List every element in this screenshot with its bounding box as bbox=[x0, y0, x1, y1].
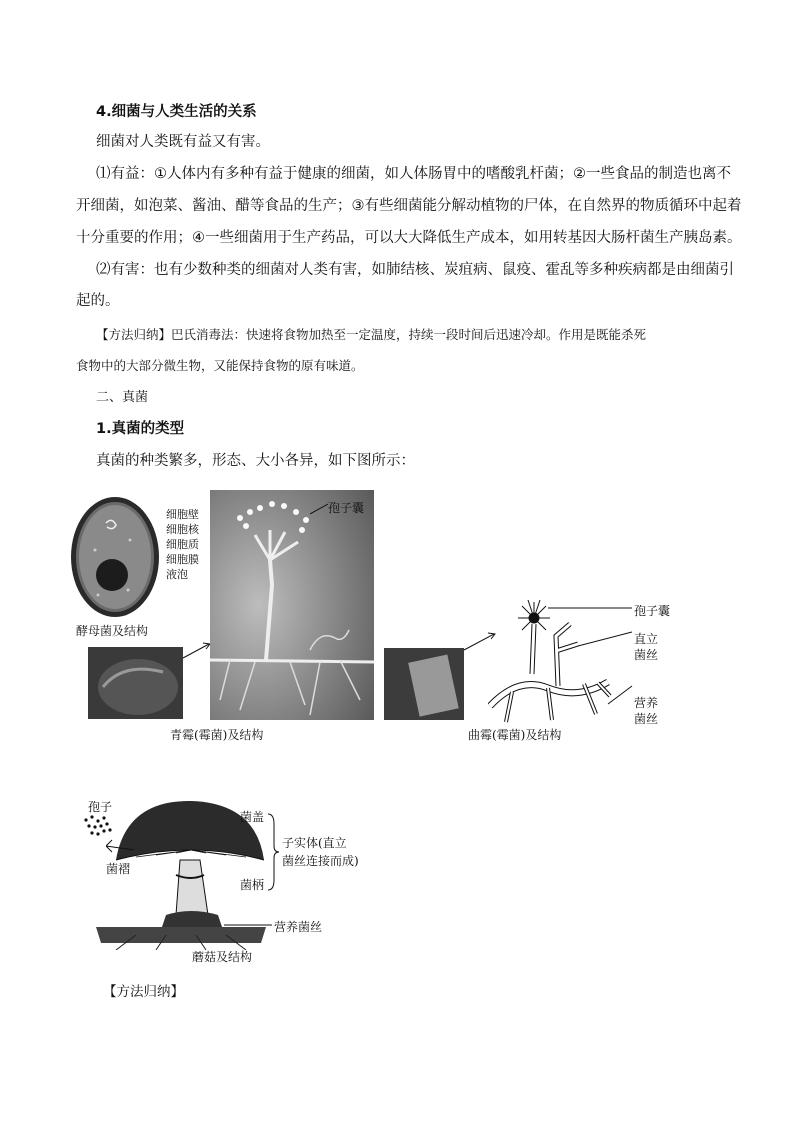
method-note-line1: 【方法归纳】巴氏消毒法：快速将食物加热至一定温度，持续一段时间后迅速冷却。作用是既能杀死 bbox=[96, 327, 647, 342]
penicillium-spore-label: 孢子囊 bbox=[328, 501, 365, 515]
mushroom-caption: 蘑菇及结构 bbox=[192, 950, 253, 964]
paragraph-benefit-line3: 十分重要的作用；④一些细菌用于生产药品，可以大大降低生产成本，如用转基因大肠杆菌生产胰岛素。 bbox=[76, 230, 742, 246]
section-title-fungi: 二、真菌 bbox=[96, 390, 149, 405]
penicillium-pointer-line bbox=[310, 500, 330, 516]
mushroom-label-cap: 菌盖 bbox=[240, 810, 265, 824]
yeast-figure bbox=[70, 495, 170, 620]
aspergillus-pointer-lines bbox=[548, 604, 636, 714]
mushroom-brace bbox=[266, 812, 280, 892]
method-note-line2: 食物中的大部分微生物，又能保持食物的原有味道。 bbox=[76, 358, 364, 373]
section-heading: 4.细菌与人类生活的关系 bbox=[96, 104, 257, 120]
mushroom-label-fruiting-body-1: 子实体(直立 bbox=[282, 836, 347, 850]
paragraph-benefit-line2: 开细菌，如泡菜、酱油、醋等食品的生产；③有些细菌能分解动植物的尸体，在自然界的物质循环中起着 bbox=[76, 198, 742, 214]
yeast-label-nucleus: 细胞核 bbox=[166, 523, 199, 536]
penicillium-diagram bbox=[210, 490, 374, 720]
penicillium-caption: 青霉(霉菌)及结构 bbox=[170, 728, 264, 742]
arrow-to-penicillium bbox=[183, 640, 213, 660]
aspergillus-label-nutrient-2: 菌丝 bbox=[634, 712, 659, 726]
mushroom-label-fruiting-body-2: 菌丝连接而成) bbox=[282, 854, 359, 868]
yeast-label-cell-wall: 细胞壁 bbox=[166, 508, 199, 521]
mushroom-spore-pointer bbox=[106, 836, 136, 854]
aspergillus-photo bbox=[384, 648, 464, 720]
mushroom-hyphae-pointer bbox=[224, 920, 274, 930]
aspergillus-label-aerial-1: 直立 bbox=[634, 632, 659, 646]
paragraph-fungi-intro: 真菌的种类繁多，形态、大小各异，如下图所示： bbox=[96, 453, 415, 469]
mushroom-label-gill: 菌褶 bbox=[106, 862, 131, 876]
paragraph-intro: 细菌对人类既有益又有害。 bbox=[96, 134, 270, 150]
aspergillus-caption: 曲霉(霉菌)及结构 bbox=[468, 728, 562, 742]
yeast-label-membrane: 细胞膜 bbox=[166, 553, 199, 566]
mushroom-label-stalk: 菌柄 bbox=[240, 878, 265, 892]
yeast-cell-illustration bbox=[70, 495, 170, 620]
penicillium-photo bbox=[88, 647, 183, 719]
paragraph-harm-line1: ⑵有害：也有少数种类的细菌对人类有害，如肺结核、炭疽病、鼠疫、霍乱等多种疾病都是由细菌引 bbox=[96, 262, 734, 278]
paragraph-harm-line2: 起的。 bbox=[76, 293, 120, 309]
yeast-label-cytoplasm: 细胞质 bbox=[166, 538, 199, 551]
paragraph-benefit-line1: ⑴有益：①人体内有多种有益于健康的细菌，如人体肠胃中的嗜酸乳杆菌；②一些食品的制造也离不 bbox=[96, 166, 731, 182]
yeast-label-vacuole: 液泡 bbox=[166, 568, 188, 581]
subheading-fungi-types: 1.真菌的类型 bbox=[96, 421, 185, 437]
aspergillus-label-sporangium: 孢子囊 bbox=[634, 604, 671, 618]
yeast-caption: 酵母菌及结构 bbox=[76, 624, 149, 638]
mushroom-label-hyphae: 营养菌丝 bbox=[274, 920, 323, 934]
aspergillus-label-nutrient-1: 营养 bbox=[634, 696, 659, 710]
method-footer: 【方法归纳】 bbox=[103, 984, 184, 1000]
mushroom-label-spore: 孢子 bbox=[88, 800, 113, 814]
aspergillus-label-aerial-2: 菌丝 bbox=[634, 648, 659, 662]
